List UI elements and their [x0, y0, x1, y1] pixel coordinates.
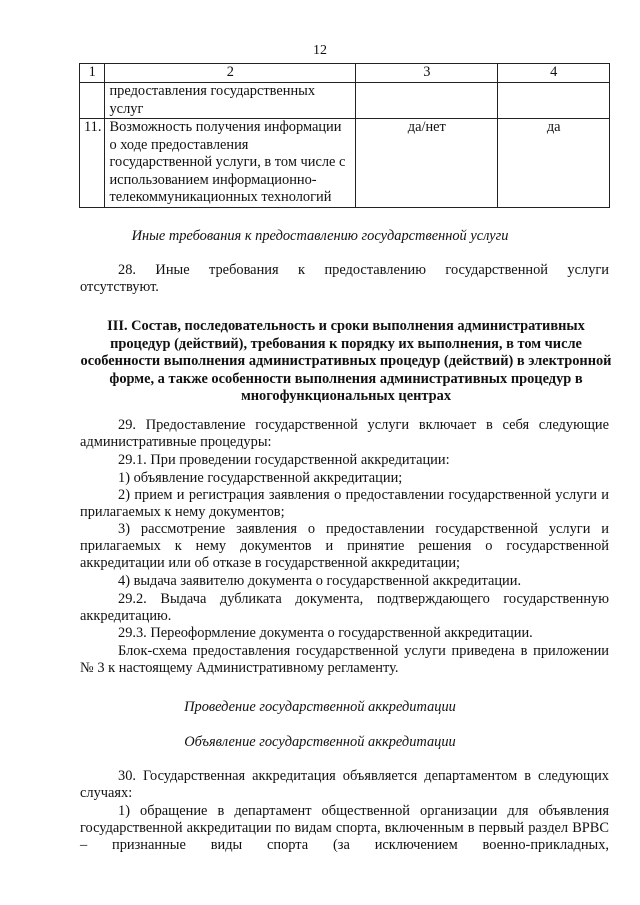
paragraph-29-2: 29.2. Выдача дубликата документа, подтверждающего государственную аккредитацию. [80, 591, 609, 624]
paragraph-29-1-item3: 3) рассмотрение заявления о предоставлении государственной услуги и прилагаемых к нему документов и принятие решения о государственной аккредитации или об отказе в государственной аккредитации; [80, 521, 609, 571]
paragraph-29: 29. Предоставление государственной услуги включает в себя следующие административные процедуры: [80, 417, 609, 450]
paragraph-29-3: 29.3. Переоформление документа о государственной аккредитации. [118, 625, 533, 641]
section-heading-announce: Объявление государственной аккредитации [184, 734, 456, 750]
table-header-cell: 3 [356, 64, 498, 83]
table-cell-continuation: предоставления государственных услуг [105, 83, 356, 119]
table-header-cell: 4 [498, 64, 610, 83]
table-cell [498, 83, 610, 119]
table-cell-value: да/нет [356, 119, 498, 208]
table-header-row [80, 64, 610, 83]
section-heading-conduct: Проведение государственной аккредитации [184, 699, 456, 715]
requirements-table [79, 63, 610, 208]
paragraph-30-item1: 1) обращение в департамент общественной организации для объявления государственной аккредитации по видам спорта, включенным в первый раздел ВРВС – признанные виды спорта (за исключением военно-прикладных, [80, 803, 609, 853]
table-header-cell: 1 [80, 64, 105, 83]
table-cell [356, 83, 498, 119]
paragraph-30: 30. Государственная аккредитация объявляется департаментом в следующих случаях: [80, 768, 609, 801]
table-cell-number: 11. [80, 119, 105, 208]
page-number: 12 [313, 43, 327, 58]
table-header-cell: 2 [105, 64, 356, 83]
table-row [80, 119, 610, 208]
table-cell-value: да [498, 119, 610, 208]
section-3-title: III. Состав, последовательность и сроки выполнения административных процедур (действий), требования к порядку их выполнения, в том числе особенности выполнения административных процедур (действий) в электронной форме, а также особенности выполнения административных процедур в многофункциональных центрах [80, 318, 612, 404]
table-row [80, 83, 610, 119]
paragraph-28: 28. Иные требования к предоставлению государственной услуги [118, 262, 609, 278]
table-cell-text: Возможность получения информации о ходе предоставления государственной услуги, в том числе с использованием информационно-телекоммуникационных технологий [105, 119, 356, 208]
table-cell [80, 83, 105, 119]
paragraph-29-1-item1: 1) объявление государственной аккредитации; [118, 470, 403, 486]
paragraph-28-cont: отсутствуют. [80, 279, 159, 295]
paragraph-block-scheme: Блок-схема предоставления государственной услуги приведена в приложении № 3 к настоящему Административному регламенту. [80, 643, 609, 676]
paragraph-29-1-item2: 2) прием и регистрация заявления о предоставлении государственной услуги и прилагаемых к нему документов; [80, 487, 609, 520]
paragraph-29-1-item4: 4) выдача заявителю документа о государственной аккредитации. [118, 573, 522, 589]
section-heading-other-requirements: Иные требования к предоставлению государственной услуги [131, 228, 509, 244]
paragraph-29-1: 29.1. При проведении государственной аккредитации: [118, 452, 450, 468]
